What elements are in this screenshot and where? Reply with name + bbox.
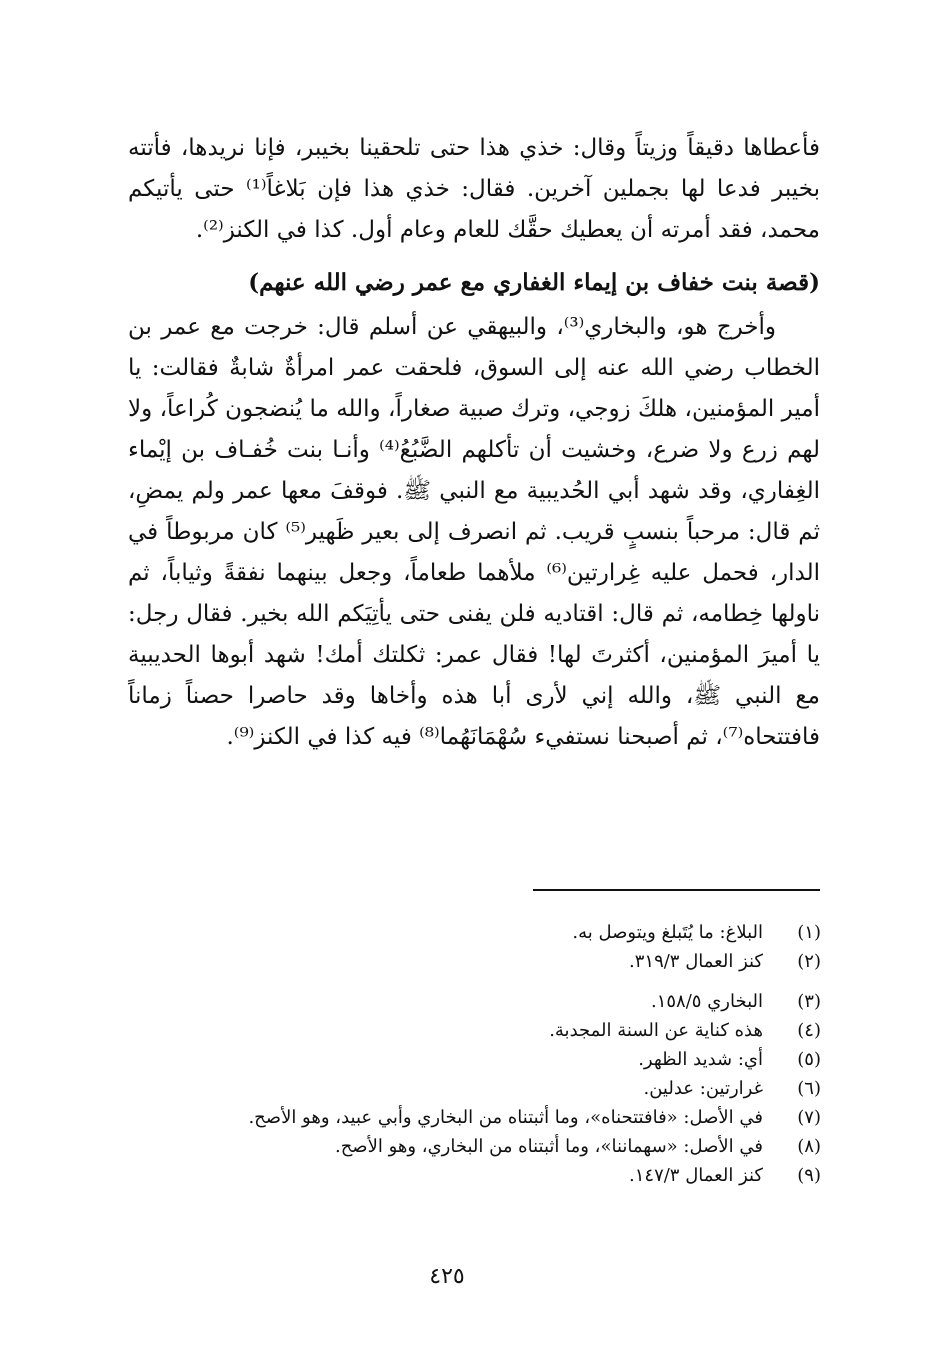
footnote-text: كنز العمال ١٤٧/٣. <box>629 1165 763 1186</box>
footnote-item <box>121 987 821 1016</box>
footnote-item <box>121 1074 821 1103</box>
footnote-divider <box>533 889 820 891</box>
footnote-item <box>121 1045 821 1074</box>
footnote-text: هذه كناية عن السنة المجدبة. <box>549 1020 763 1041</box>
footnote-text: في الأصل: «سهماننا»، وما أثبتناه من البخاري، وهو الأصح. <box>334 1136 763 1157</box>
footnote-text: البلاغ: ما يُتَبلغ ويتوصل به. <box>572 922 763 943</box>
footnote-number: (٤) <box>797 1020 821 1041</box>
footnote-number: (٧) <box>797 1107 821 1128</box>
footnote-item <box>121 1132 821 1161</box>
footnote-item <box>121 918 821 947</box>
footnote-number: (٩) <box>797 1165 821 1186</box>
main-text <box>128 128 820 758</box>
footnote-text: البخاري ١٥٨/٥. <box>650 991 763 1012</box>
footnote-number: (١) <box>797 922 821 943</box>
footnote-item <box>121 1016 821 1045</box>
footnote-item <box>121 947 821 976</box>
page-number: ٤٢٥ <box>429 1264 465 1289</box>
paragraph-story: وأخرج هو، والبخاري⁽³⁾، والبيهقي عن أسلم قال: خرجت مع عمر بن الخطاب رضي الله عنه إلى السوق، فلحقت عمر امرأةٌ شابةٌ فقالت: يا أمير المؤمنين، هلكَ زوجي، وترك صبية صغاراً، والله ما يُنضجون كُراعاً، ولا لهم زرع ولا ضرع، وخشيت أن تأكلهم الضَّبُعُ⁽⁴⁾ وأنـا بنت خُفـاف بن إيْماء الغِفاري، وقد شهد أبي الحُديبية مع النبي ﷺ. فوقفَ معها عمر ولم يمضِ، ثم قال: مرحباً بنسبٍ قريب. ثم انصرف إلى بعير ظَهير⁽⁵⁾ كان مربوطاً في الدار، فحمل عليه غِرارتين⁽⁶⁾ ملأهما طعاماً، وجعل بينهما نفقةً وثياباً، ثم ناولها خِطامه، ثم قال: اقتاديه فلن يفنى حتى يأتِيَكم الله بخير. فقال رجل: يا أميرَ المؤمنين، أكثرتَ لها! فقال عمر: ثكلتك أمك! شهد أبوها الحديبية مع النبي ﷺ، والله إني لأرى أبا هذه وأخاها وقد حاصرا حصناً زماناً فافتتحاه⁽⁷⁾، ثم أصبحنا نستفيء سُهْمَانَهُما⁽⁸⁾ فيه كذا في الكنز⁽⁹⁾. <box>128 314 821 750</box>
footnote-item <box>121 1161 821 1190</box>
footnote-text: كنز العمال ٣١٩/٣. <box>629 951 763 972</box>
footnote-number: (٦) <box>797 1078 821 1099</box>
footnotes <box>121 918 821 1190</box>
footnote-text: في الأصل: «فافتتحناه»، وما أثبتناه من البخاري وأبي عبيد، وهو الأصح. <box>248 1107 763 1128</box>
footnote-text: أي: شديد الظهر. <box>638 1049 763 1070</box>
footnote-item <box>121 1103 821 1132</box>
paragraph-continuation: فأعطاها دقيقاً وزيتاً وقال: خذي هذا حتى تلحقينا بخيبر، فإنا نريدها، فأتته بخيبر فدعا لها بجملين آخرين. فقال: خذي هذا فإن بَلاغاً⁽¹⁾ حتى يأتيكم محمد، فقد أمرته أن يعطيك حقَّك للعام وعام أول. كذا في الكنز⁽²⁾. <box>128 135 820 243</box>
footnote-number: (٨) <box>797 1136 821 1157</box>
footnote-number: (٣) <box>797 991 821 1012</box>
footnote-number: (٥) <box>797 1049 821 1070</box>
section-heading: (قصة بنت خفاف بن إيماء الغفاري مع عمر رضي الله عنهم) <box>248 269 820 296</box>
footnote-number: (٢) <box>797 951 821 972</box>
footnote-text: غرارتين: عدلين. <box>643 1078 763 1099</box>
